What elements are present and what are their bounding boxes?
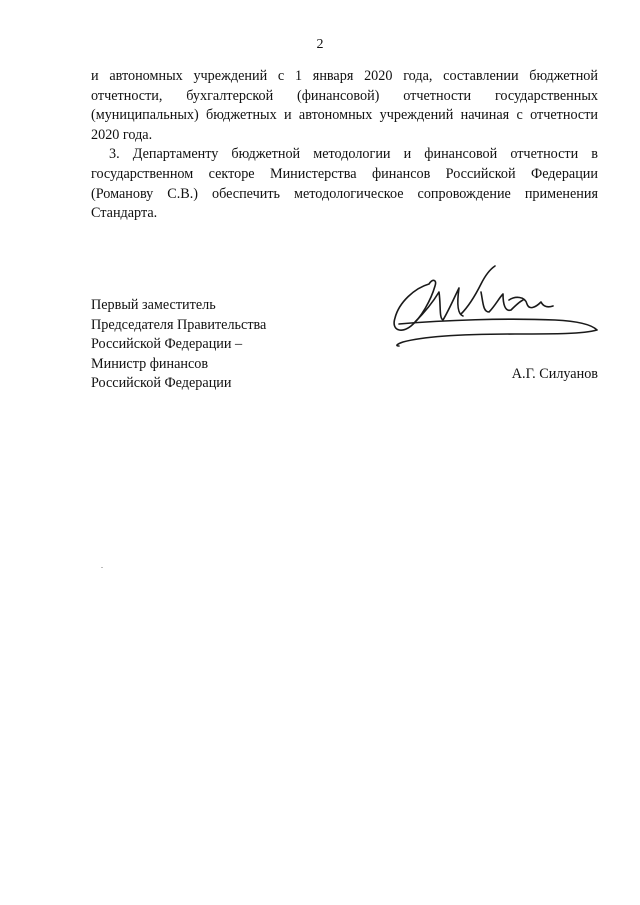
handwritten-signature-icon xyxy=(385,262,605,352)
paragraph-item-3: 3. Департаменту бюджетной методологии и финансовой отчетности в государственном секторе Министерства финансов Российской Федерации (Романову С.В.) обеспечить методологическое сопровождение применения Стандарта. xyxy=(91,146,598,222)
page-number: 2 xyxy=(316,37,324,52)
document-body xyxy=(91,67,598,224)
signatory-title-line: Первый заместитель xyxy=(91,297,216,313)
signatory-title-line: Председателя Правительства xyxy=(91,316,267,333)
paragraph-continuation: и автономных учреждений с 1 января 2020 года, составлении бюджетной отчетности, бухгалтерской (финансовой) отчетности государственных (муниципальных) бюджетных и автономных учреждений начиная с отчетности 2020 года. xyxy=(91,68,598,143)
scan-speck xyxy=(101,567,103,568)
signatory-title xyxy=(91,296,311,394)
signatory-name: А.Г. Силуанов xyxy=(511,366,598,382)
signatory-title-line: Российской Федерации – xyxy=(91,336,243,353)
signatory-title-line: Российской Федерации xyxy=(91,375,232,392)
signatory-title-line: Министр финансов xyxy=(91,355,209,372)
